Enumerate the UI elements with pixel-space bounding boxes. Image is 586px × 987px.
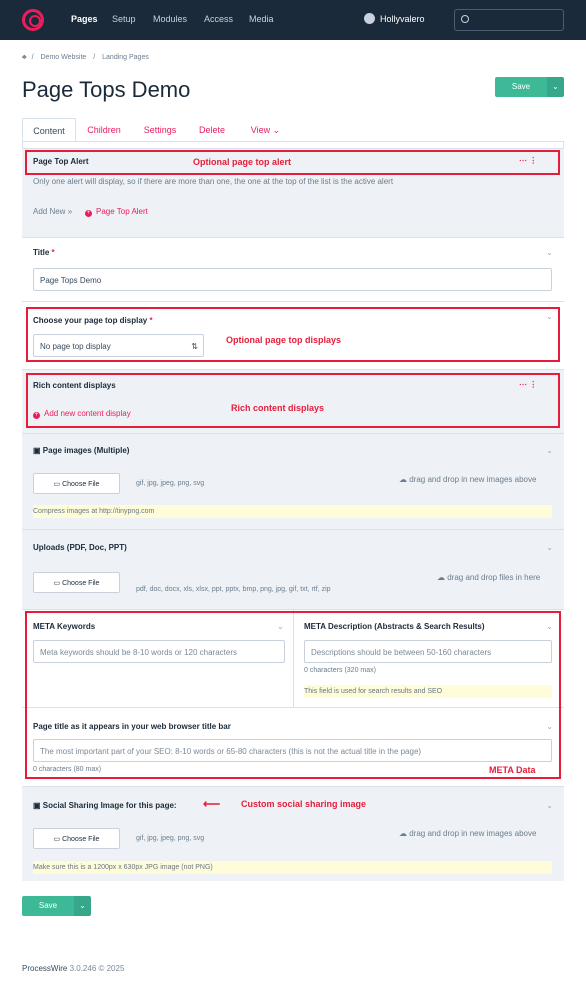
save-button[interactable]: Save bbox=[495, 77, 547, 97]
save-button-bottom[interactable]: Save bbox=[22, 896, 74, 916]
chevron-down-icon[interactable]: ⌄ bbox=[546, 446, 553, 455]
user-menu[interactable] bbox=[364, 13, 425, 24]
meta-row: META Keywords ⌄ Meta keywords should be 8-10 words or 120 characters META Description (Abstracts & Search Results) ⌄ Descriptions should be between 50-160 characters 0 characters (320 max) This field is used for search results and SEO bbox=[22, 609, 564, 707]
plus-icon: + bbox=[34, 412, 39, 418]
page-top-display-select[interactable]: No page top display ⇅ bbox=[33, 334, 204, 357]
title-field: Title * ⌄ Page Tops Demo bbox=[22, 237, 564, 301]
meta-keywords-input[interactable]: Meta keywords should be 8-10 words or 120 characters bbox=[33, 640, 285, 663]
arrow-left-icon: ⟵ bbox=[203, 797, 221, 811]
search-icon bbox=[461, 15, 469, 23]
chevron-down-icon[interactable]: ⌄ bbox=[546, 722, 553, 731]
page-images-field: ▣ Page images (Multiple) ⌄ ▭ Choose File gif, jpg, jpeg, png, svg ☁ drag and drop in new images above Compress images at http://tinypng.com bbox=[22, 433, 564, 529]
tab-settings[interactable]: Settings bbox=[143, 125, 177, 135]
tab-delete[interactable]: Delete bbox=[198, 125, 225, 135]
processwire-logo-icon[interactable] bbox=[22, 9, 44, 31]
nav-setup[interactable]: Setup bbox=[112, 14, 136, 24]
chevron-down-icon[interactable]: ⌄ bbox=[546, 248, 553, 257]
save-options-icon[interactable]: ⌄ bbox=[547, 77, 564, 97]
chevron-down-icon[interactable]: ⌄ bbox=[546, 801, 553, 810]
chevron-down-icon[interactable]: ⌄ bbox=[546, 622, 553, 631]
nav-modules[interactable]: Modules bbox=[153, 14, 188, 24]
annotation-box bbox=[26, 373, 560, 428]
rich-content-field: Rich content displays ⋯ ⋮ + Add new content display bbox=[22, 369, 564, 433]
title-input[interactable]: Page Tops Demo bbox=[33, 268, 552, 291]
browser-title-field: Page title as it appears in your web browser title bar ⌄ The most important part of your SEO: 8-10 words or 65-80 characters (this is not the actual title in the page) 0 characters (80 max) bbox=[22, 707, 564, 786]
more-icon[interactable]: ⋯ ⋮ bbox=[519, 156, 538, 165]
tab-view[interactable]: View ⌄ bbox=[250, 125, 281, 135]
page-title: Page Tops Demo bbox=[22, 77, 191, 102]
footer: ProcessWire 3.0.246 © 2025 bbox=[22, 964, 125, 973]
tree-icon[interactable]: ♣ bbox=[22, 54, 27, 61]
tab-content[interactable]: Content bbox=[22, 118, 76, 142]
add-page-top-alert-link[interactable]: + Page Top Alert bbox=[86, 207, 148, 216]
top-bar bbox=[0, 0, 586, 40]
nav-media[interactable]: Media bbox=[249, 14, 274, 24]
user-icon bbox=[364, 13, 375, 24]
choose-file-button[interactable]: ▭ Choose File bbox=[33, 828, 120, 849]
add-content-display-link[interactable]: + Add new content display bbox=[34, 409, 131, 418]
page-top-display-field: Choose your page top display * ⌄ No page top display ⇅ bbox=[22, 301, 564, 369]
nav-pages[interactable]: Pages bbox=[71, 14, 98, 24]
save-options-icon[interactable]: ⌄ bbox=[74, 896, 91, 916]
uploads-field: Uploads (PDF, Doc, PPT) ⌄ ▭ Choose File pdf, doc, docx, xls, xlsx, ppt, pptx, bmp, png, jpg, gif, txt, rtf, zip ☁ drag and drop files in here bbox=[22, 529, 564, 609]
page-top-alert-field: Page Top Alert ⋯ ⋮ Only one alert will display, so if there are more than one, the one at the top of the list is the active alert Add New » + Page Top Alert bbox=[22, 148, 564, 237]
social-image-field: ▣ Social Sharing Image for this page: ⌄ ▭ Choose File gif, jpg, jpeg, png, svg ☁ drag and drop in new images above Make sure this is a 1200px x 630px JPG image (not PNG) bbox=[22, 786, 564, 881]
chevron-down-icon[interactable]: ⌄ bbox=[546, 543, 553, 552]
annotation-box bbox=[25, 611, 561, 779]
choose-file-button[interactable]: ▭ Choose File bbox=[33, 572, 120, 593]
search-input[interactable] bbox=[454, 9, 564, 31]
more-icon[interactable]: ⋯ ⋮ bbox=[519, 380, 538, 389]
tab-children[interactable]: Children bbox=[87, 125, 121, 135]
choose-file-button[interactable]: ▭ Choose File bbox=[33, 473, 120, 494]
annotation-box bbox=[25, 150, 560, 175]
browser-title-input[interactable]: The most important part of your SEO: 8-10 words or 65-80 characters (this is not the actual title in the page) bbox=[33, 739, 552, 762]
meta-description-input[interactable]: Descriptions should be between 50-160 characters bbox=[304, 640, 552, 663]
breadcrumb: ♣ / Demo Website / Landing Pages bbox=[22, 54, 149, 61]
plus-icon: + bbox=[86, 210, 91, 216]
username: Hollyvalero bbox=[380, 14, 425, 24]
breadcrumb-demo-website[interactable]: Demo Website bbox=[40, 54, 87, 61]
breadcrumb-landing-pages[interactable]: Landing Pages bbox=[102, 54, 149, 61]
chevron-down-icon[interactable]: ⌄ bbox=[277, 622, 284, 631]
nav-access[interactable]: Access bbox=[204, 14, 234, 24]
chevron-down-icon[interactable]: ⌄ bbox=[546, 312, 553, 321]
